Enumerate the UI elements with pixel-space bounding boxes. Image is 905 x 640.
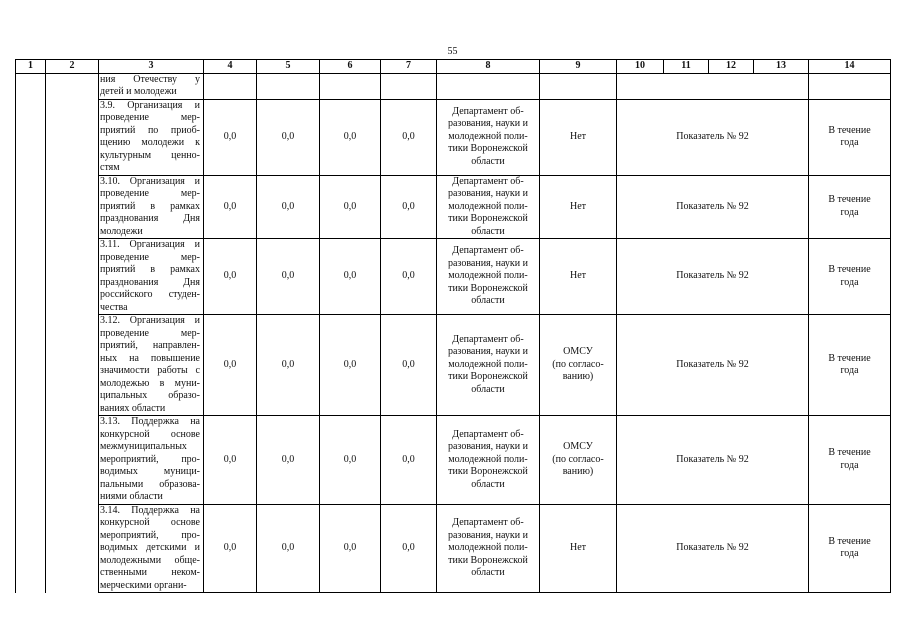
desc-line: приятий по приоб-: [100, 124, 200, 136]
period-line: В течение: [828, 124, 871, 136]
co-executor: [540, 99, 617, 175]
indicator: Показатель № 92: [617, 99, 809, 175]
co-executor: [540, 416, 617, 505]
indicator: Показатель № 92: [617, 315, 809, 416]
implementation-period: [809, 239, 891, 315]
column-number: 2: [46, 60, 99, 74]
desc-line: конкурсной основе: [100, 428, 200, 440]
desc-line: проведение мер-: [100, 112, 200, 123]
measure-row: [16, 99, 891, 175]
desc-line: приятий, направлен-: [100, 340, 200, 351]
period-line: В течение: [828, 447, 871, 459]
blank-cell: [46, 73, 99, 593]
dept-line: области: [471, 155, 505, 167]
period-line: года: [840, 206, 859, 218]
funding-value: 0,0: [204, 315, 257, 416]
page-number: 55: [447, 46, 458, 57]
funding-value: 0,0: [257, 416, 320, 505]
funding-value: 0,0: [257, 99, 320, 175]
column-number: 9: [540, 60, 617, 74]
co-executor: [540, 239, 617, 315]
period-line: года: [840, 548, 859, 560]
dept-line: молодежной поли-: [448, 130, 528, 142]
responsible-executor: [437, 99, 540, 175]
measure-description: [99, 239, 204, 315]
desc-line: стям: [100, 162, 120, 173]
desc-line: значимости работы с: [100, 365, 200, 376]
measure-row: [16, 416, 891, 505]
empty-cell: [204, 73, 257, 99]
desc-line: конкурсной основе: [100, 517, 200, 528]
dept-line: молодежной поли-: [448, 453, 528, 465]
dept-line: тики Воронежской: [448, 466, 528, 477]
period-line: В течение: [828, 264, 871, 275]
measure-row: [16, 504, 891, 593]
dept-line: области: [471, 478, 505, 490]
column-number: 13: [754, 60, 809, 74]
funding-value: 0,0: [257, 239, 320, 315]
continuation-row: [16, 73, 891, 99]
period-line: В течение: [828, 352, 871, 364]
measure-description: [99, 504, 204, 593]
column-number: 6: [320, 60, 381, 74]
dept-line: Департамент об-: [452, 428, 524, 440]
funding-value: 0,0: [320, 99, 381, 175]
coexec-line: ОМСУ: [563, 441, 593, 452]
indicator: Показатель № 92: [617, 416, 809, 505]
desc-line: пальными образова-: [100, 478, 200, 490]
dept-line: области: [471, 567, 505, 578]
implementation-period: [809, 315, 891, 416]
implementation-period: [809, 416, 891, 505]
funding-value: 0,0: [320, 239, 381, 315]
column-number: 14: [809, 60, 891, 74]
funding-value: 0,0: [381, 175, 437, 239]
column-number-row: [16, 60, 891, 74]
funding-value: 0,0: [204, 504, 257, 593]
funding-value: 0,0: [320, 416, 381, 505]
column-number: 8: [437, 60, 540, 74]
implementation-period: [809, 99, 891, 175]
desc-line: детей и молодежи: [100, 86, 177, 97]
dept-line: Департамент об-: [452, 245, 524, 257]
responsible-executor: [437, 504, 540, 593]
funding-value: 0,0: [257, 504, 320, 593]
responsible-executor: [437, 239, 540, 315]
desc-line: мероприятий, про-: [100, 529, 200, 541]
desc-line: водимых муници-: [100, 466, 200, 477]
funding-value: 0,0: [204, 99, 257, 175]
desc-line: российского студен-: [100, 289, 200, 300]
coexec-line: ванию): [562, 466, 594, 477]
co-executor: [540, 504, 617, 593]
column-number: 11: [664, 60, 709, 74]
desc-line: щению молодежи к: [100, 137, 200, 148]
empty-cell: [381, 73, 437, 99]
desc-line: 3.13. Поддержка на: [100, 416, 200, 427]
funding-value: 0,0: [320, 175, 381, 239]
funding-value: 0,0: [381, 239, 437, 315]
desc-line: 3.10. Организация и: [100, 175, 200, 187]
funding-value: 0,0: [204, 416, 257, 505]
desc-line: проведение мер-: [100, 251, 200, 263]
responsible-executor: [437, 175, 540, 239]
dept-line: разования, науки и: [447, 441, 528, 452]
dept-line: Департамент об-: [452, 517, 524, 528]
continuation-text: [99, 73, 204, 99]
desc-line: межмуниципальных: [100, 441, 187, 452]
desc-line: молодежными обще-: [100, 554, 200, 566]
column-number: 1: [16, 60, 46, 74]
funding-value: 0,0: [257, 175, 320, 239]
measure-description: [99, 175, 204, 239]
desc-line: 3.9. Организация и: [100, 99, 200, 111]
desc-line: 3.12. Организация и: [100, 315, 200, 326]
dept-line: тики Воронежской: [448, 143, 528, 155]
implementation-period: [809, 175, 891, 239]
desc-line: молодежью в муни-: [100, 377, 200, 389]
period-line: года: [840, 137, 859, 148]
desc-line: проведение мер-: [100, 188, 200, 199]
responsible-executor: [437, 416, 540, 505]
period-line: года: [840, 276, 859, 288]
desc-line: ственными неком-: [100, 567, 200, 578]
coexec-line: ОМСУ: [563, 346, 593, 358]
indicator: Показатель № 92: [617, 175, 809, 239]
desc-line: 3.14. Поддержка на: [100, 504, 200, 516]
column-number: 4: [204, 60, 257, 74]
coexec-line: (по согласо-: [552, 453, 604, 465]
funding-value: 0,0: [204, 239, 257, 315]
responsible-executor: [437, 315, 540, 416]
dept-line: тики Воронежской: [448, 371, 528, 383]
empty-cell: [617, 73, 809, 99]
blank-cell: [16, 73, 46, 593]
dept-line: тики Воронежской: [448, 282, 528, 294]
desc-line: празднования Дня: [100, 213, 200, 224]
measure-description: [99, 99, 204, 175]
coexec-line: ванию): [562, 371, 594, 383]
dept-line: области: [471, 383, 505, 395]
dept-line: молодежной поли-: [448, 200, 528, 212]
dept-line: молодежной поли-: [448, 542, 528, 553]
desc-line: приятий в рамках: [100, 264, 200, 275]
coexec-line: Нет: [569, 130, 587, 142]
desc-line: ципальных образо-: [100, 390, 200, 401]
funding-value: 0,0: [320, 504, 381, 593]
desc-line: ния Отечеству у: [100, 73, 200, 85]
desc-line: ваниях области: [100, 402, 166, 414]
dept-line: Департамент об-: [452, 333, 524, 345]
desc-line: чества: [100, 301, 128, 313]
measure-row: [16, 239, 891, 315]
funding-value: 0,0: [381, 315, 437, 416]
measure-row: [16, 315, 891, 416]
column-number: 3: [99, 60, 204, 74]
dept-line: разования, науки и: [447, 346, 528, 358]
dept-line: Департамент об-: [452, 105, 524, 117]
desc-line: приятий в рамках: [100, 200, 200, 212]
coexec-line: Нет: [569, 270, 587, 282]
indicator: Показатель № 92: [617, 504, 809, 593]
coexec-line: (по согласо-: [552, 358, 604, 370]
column-number: 5: [257, 60, 320, 74]
desc-line: проведение мер-: [100, 327, 200, 339]
indicator: Показатель № 92: [617, 239, 809, 315]
dept-line: разования, науки и: [447, 257, 528, 269]
funding-value: 0,0: [381, 416, 437, 505]
coexec-line: Нет: [569, 200, 587, 212]
dept-line: разования, науки и: [447, 529, 528, 541]
empty-cell: [257, 73, 320, 99]
desc-line: празднования Дня: [100, 276, 200, 288]
measure-row: [16, 175, 891, 239]
dept-line: тики Воронежской: [448, 213, 528, 224]
desc-line: молодежи: [100, 225, 143, 237]
funding-value: 0,0: [320, 315, 381, 416]
dept-line: Департамент об-: [452, 175, 524, 187]
column-number: 12: [709, 60, 754, 74]
co-executor: [540, 175, 617, 239]
funding-value: 0,0: [381, 99, 437, 175]
program-table: [15, 59, 891, 593]
desc-line: культурным ценно-: [100, 149, 200, 161]
period-line: года: [840, 365, 859, 376]
dept-line: разования, науки и: [447, 188, 528, 199]
period-line: В течение: [828, 535, 871, 547]
desc-line: 3.11. Организация и: [100, 239, 200, 250]
dept-line: молодежной поли-: [448, 270, 528, 282]
dept-line: области: [471, 225, 505, 237]
implementation-period: [809, 504, 891, 593]
column-number: 7: [381, 60, 437, 74]
desc-line: ных на повышение: [100, 352, 200, 364]
desc-line: ниями области: [100, 491, 163, 502]
dept-line: тики Воронежской: [448, 554, 528, 566]
column-number: 10: [617, 60, 664, 74]
empty-cell: [437, 73, 540, 99]
period-line: года: [840, 459, 859, 471]
dept-line: разования, науки и: [447, 118, 528, 130]
empty-cell: [540, 73, 617, 99]
desc-line: мерческими органи-: [100, 579, 187, 591]
funding-value: 0,0: [381, 504, 437, 593]
empty-cell: [320, 73, 381, 99]
co-executor: [540, 315, 617, 416]
desc-line: мероприятий, про-: [100, 453, 200, 465]
measure-description: [99, 416, 204, 505]
dept-line: области: [471, 295, 505, 307]
funding-value: 0,0: [257, 315, 320, 416]
desc-line: водимых детскими и: [100, 542, 200, 553]
dept-line: молодежной поли-: [448, 358, 528, 370]
coexec-line: Нет: [569, 542, 587, 553]
funding-value: 0,0: [204, 175, 257, 239]
empty-cell: [809, 73, 891, 99]
measure-description: [99, 315, 204, 416]
period-line: В течение: [828, 194, 871, 206]
